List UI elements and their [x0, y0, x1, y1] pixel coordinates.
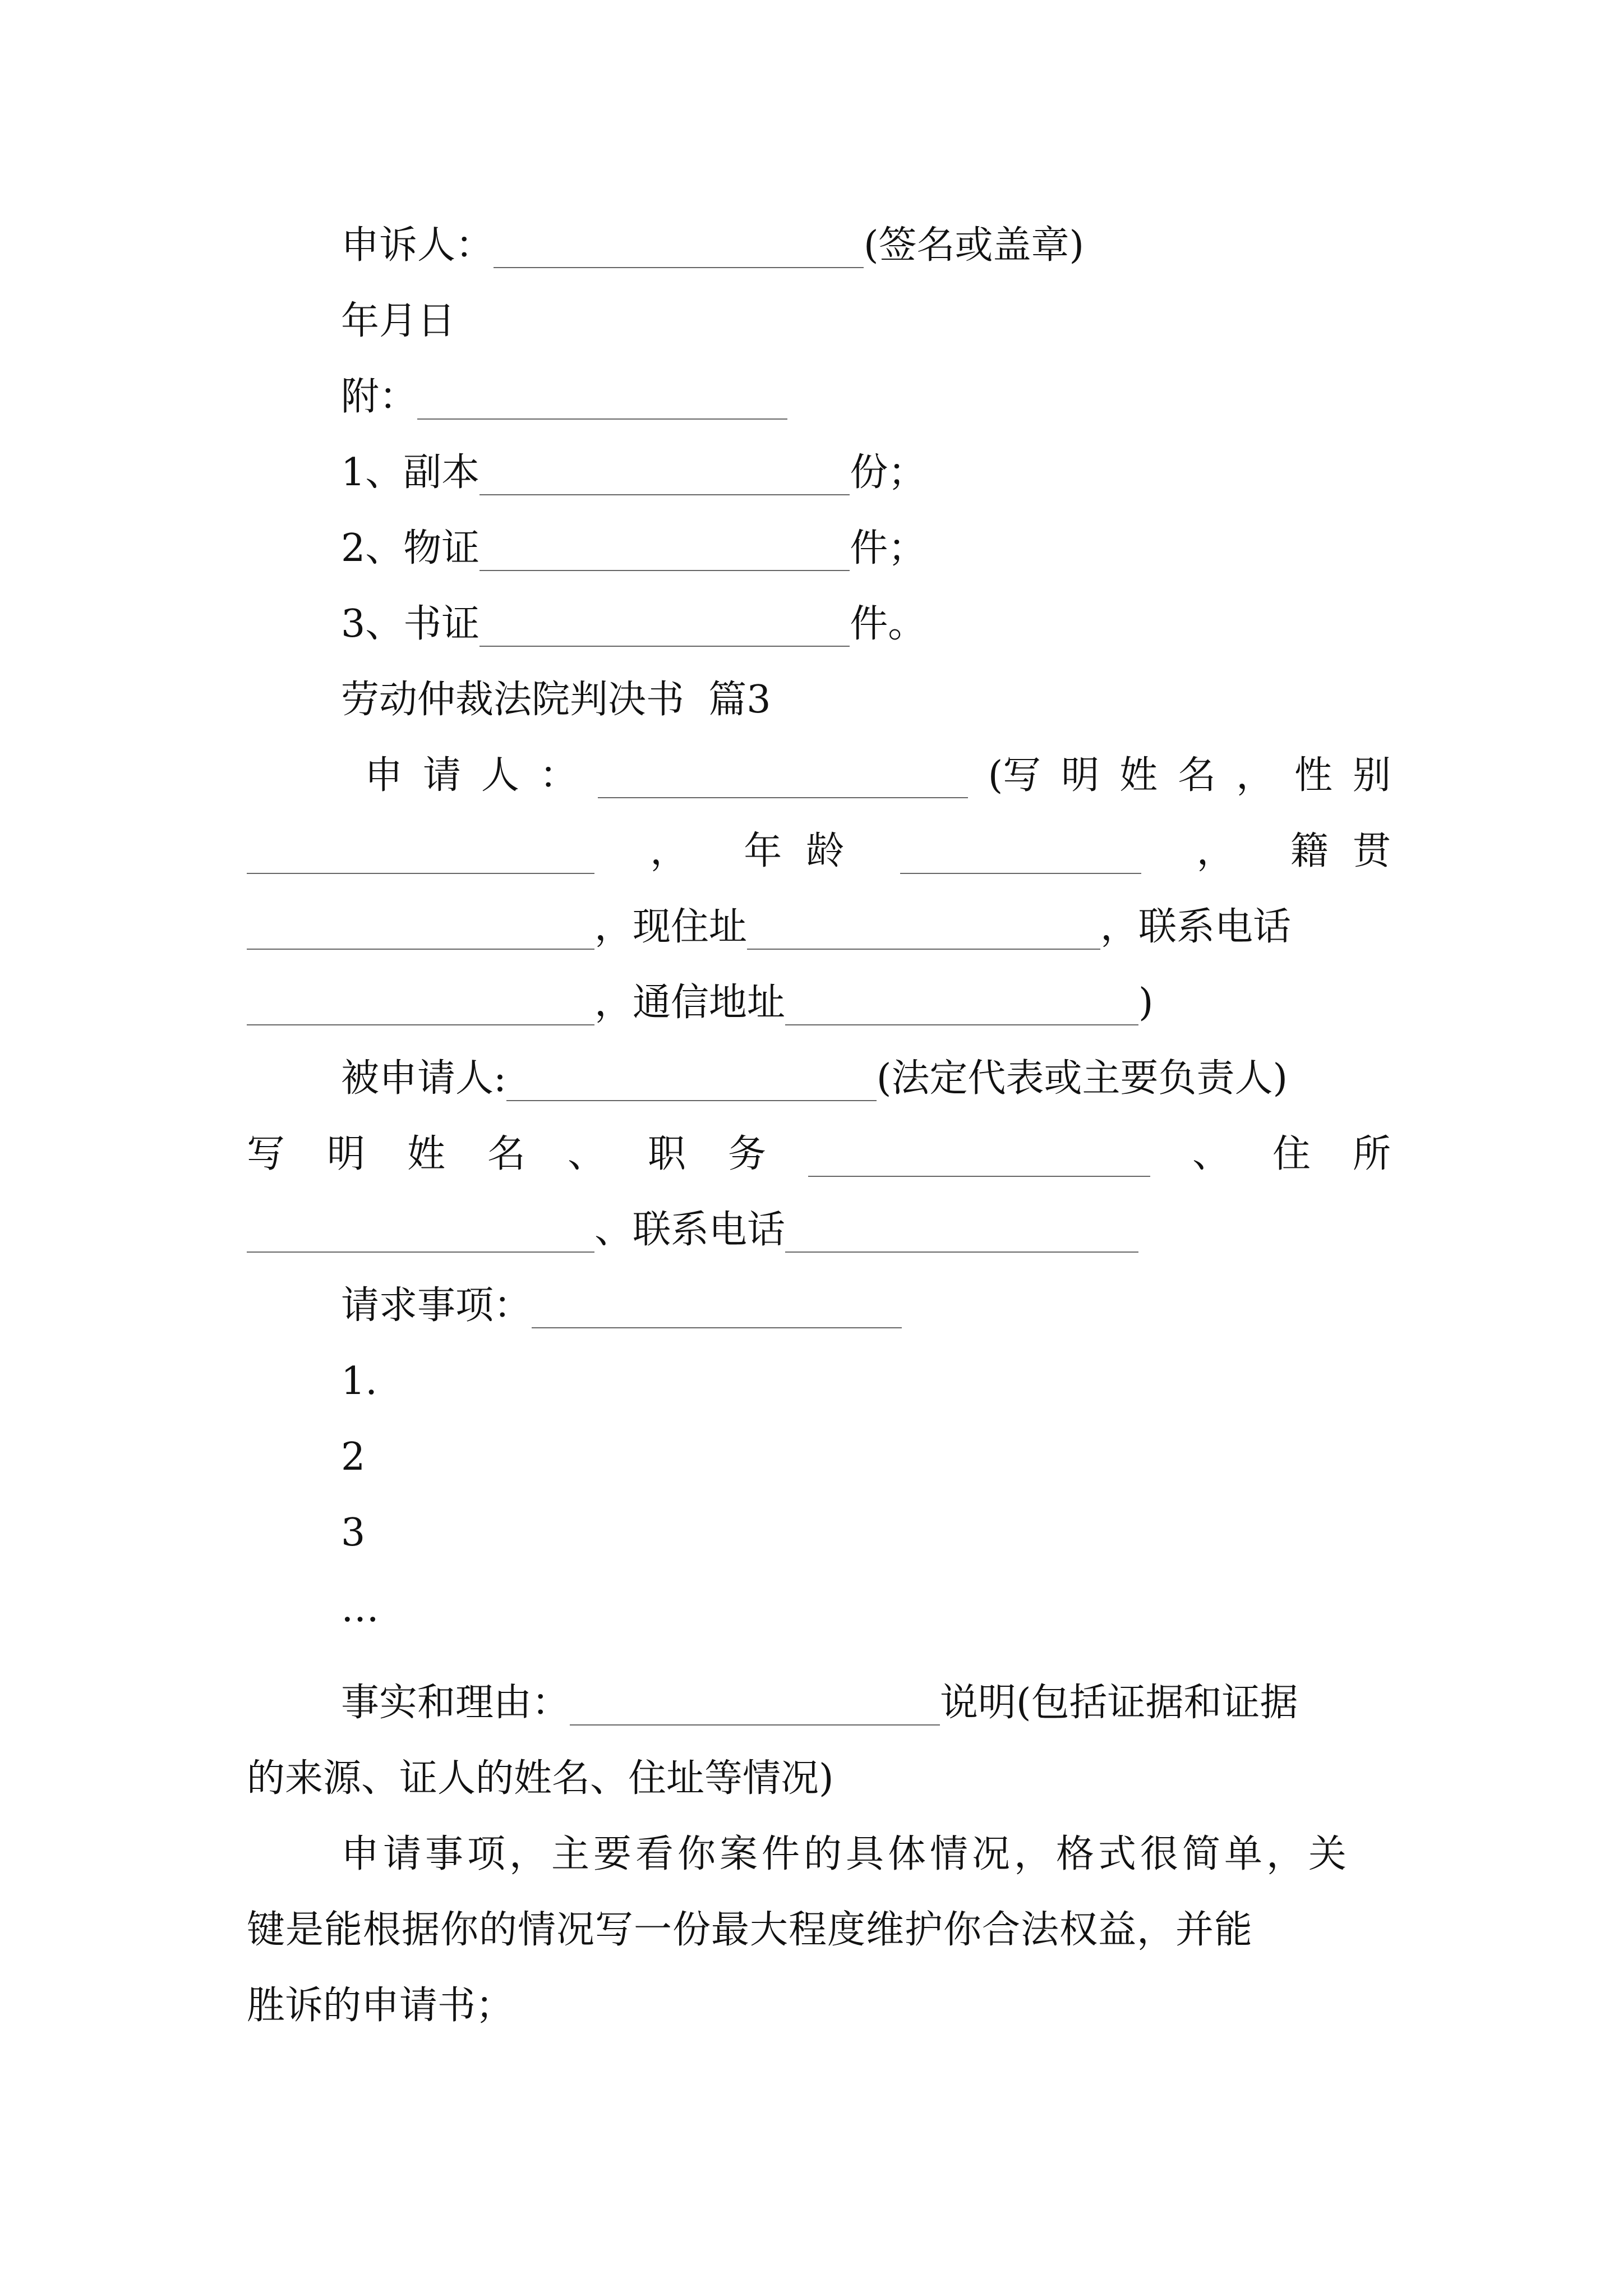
char: 、 [568, 1132, 606, 1176]
paragraph-line-1 [341, 1815, 1391, 1894]
note-char: 明 [1061, 753, 1100, 798]
close-paren: ) [1138, 981, 1154, 1025]
item-label: 2、物证 [341, 526, 480, 570]
blank-field [479, 459, 850, 495]
request-item-2 [341, 1418, 1391, 1497]
respondent-note: (法定代表或主要负责人) [876, 1056, 1288, 1101]
char: 职 [648, 1132, 686, 1176]
paragraph-text: 申请事项，主要看你案件的具体情况，格式很简单，关 [341, 1832, 1351, 1876]
attachment-item-3 [341, 585, 1391, 664]
request-item-3 [341, 1494, 1391, 1572]
requests-line [341, 1267, 1391, 1345]
paragraph-text: 键是能根据你的情况写一份最大程度维护你合法权益，并能 [247, 1908, 1253, 1952]
blank-field [247, 1217, 594, 1253]
item-suffix: 件； [850, 526, 926, 570]
item-suffix: 件。 [850, 602, 926, 646]
applicant-line-4 [247, 964, 1391, 1042]
note-char: 名 [1178, 753, 1216, 798]
blank-field [417, 384, 787, 420]
paragraph-text: 胜诉的申请书； [247, 1984, 514, 2028]
applicant-line-3 [247, 888, 1391, 967]
applicant-line [365, 737, 1391, 815]
address-label: ，现住址 [594, 905, 748, 949]
item-label: 3、书证 [341, 602, 480, 646]
char: 所 [1352, 1132, 1391, 1176]
date-line [341, 282, 1391, 361]
respondent-line-2 [247, 1115, 1391, 1194]
applicant-line-2 [247, 812, 1391, 891]
note-char: 性 [1294, 753, 1333, 798]
age-label: 年 龄 [744, 829, 845, 873]
phone-label: 、联系电话 [594, 1208, 786, 1252]
respondent-line [341, 1039, 1391, 1118]
attachment-item-2 [341, 509, 1391, 588]
char: 住 [1272, 1132, 1311, 1176]
blank-field [532, 1292, 902, 1328]
applicant-char: ： [539, 753, 578, 798]
request-number: 2 [341, 1435, 366, 1479]
item-suffix: 份； [850, 450, 926, 495]
blank-field [808, 1141, 1150, 1177]
blank-field [900, 838, 1141, 874]
blank-field [785, 1217, 1138, 1253]
blank-field [479, 535, 850, 571]
char: 、 [1192, 1132, 1230, 1176]
attachment-label: 附： [341, 375, 418, 419]
signer-line [341, 206, 1391, 285]
respondent-label: 被申请人: [341, 1056, 506, 1101]
requests-label: 请求事项： [341, 1283, 532, 1328]
comma: ， [1196, 829, 1235, 873]
native-place-label: 籍 贯 [1290, 829, 1391, 873]
char: 姓 [407, 1132, 446, 1176]
blank-field [247, 838, 594, 874]
applicant-char: 申 [365, 753, 403, 798]
request-number: 3 [341, 1511, 366, 1555]
blank-field [247, 914, 594, 950]
blank-field [785, 990, 1138, 1025]
blank-field [494, 232, 864, 268]
attachment-item-1 [341, 434, 1391, 512]
char: 务 [728, 1132, 767, 1176]
attachment-line [341, 358, 1391, 436]
blank-field [598, 762, 968, 798]
mail-address-label: ，通信地址 [594, 981, 786, 1025]
item-label: 1、副本 [341, 450, 480, 495]
facts-line-2 [247, 1740, 1391, 1818]
ellipsis: … [341, 1586, 379, 1631]
request-number: 1. [341, 1359, 377, 1404]
signer-label: 申诉人： [341, 223, 494, 268]
respondent-line-3 [247, 1191, 1391, 1269]
note-char: (写 [988, 753, 1041, 798]
facts-note-cont: 的来源、证人的姓名、住址等情况) [247, 1756, 834, 1801]
comma: ， [650, 829, 689, 873]
date-text: 年月日 [341, 299, 456, 343]
note-char: 姓 [1119, 753, 1158, 798]
char: 明 [327, 1132, 366, 1176]
section-heading [341, 661, 1391, 739]
paragraph-line-2 [247, 1891, 1391, 1970]
blank-field [506, 1065, 877, 1101]
char: 名 [487, 1132, 526, 1176]
facts-label: 事实和理由： [341, 1681, 570, 1725]
blank-field [247, 990, 594, 1025]
ellipsis-line [341, 1570, 1391, 1648]
heading-text: 劳动仲裁法院判决书 篇3 [341, 678, 771, 722]
applicant-char: 请 [422, 753, 461, 798]
blank-field [570, 1690, 940, 1726]
blank-field [479, 611, 850, 647]
phone-label: ，联系电话 [1100, 905, 1292, 949]
facts-line [341, 1664, 1391, 1742]
note-char: ， [1236, 753, 1275, 798]
facts-note: 说明(包括证据和证据 [940, 1681, 1298, 1725]
note-char: 别 [1352, 753, 1391, 798]
signer-suffix: (签名或盖章) [864, 223, 1085, 268]
char: 写 [247, 1132, 285, 1176]
applicant-char: 人 [481, 753, 519, 798]
request-item-1 [341, 1342, 1391, 1421]
blank-field [747, 914, 1100, 950]
paragraph-line-3 [247, 1967, 1391, 2045]
